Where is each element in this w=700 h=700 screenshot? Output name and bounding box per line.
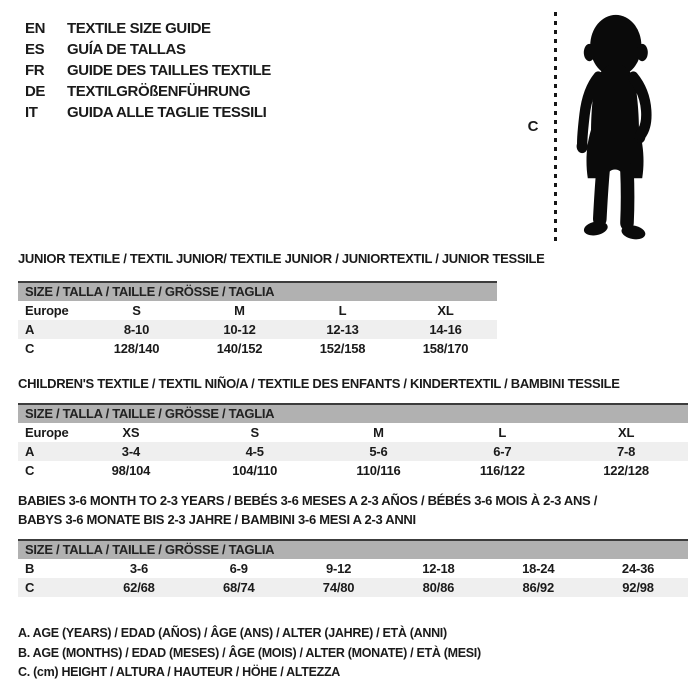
table-cell: 68/74	[222, 580, 255, 595]
language-title: GUIDE DES TAILLES TEXTILE	[67, 62, 271, 79]
note-age-years: A. AGE (YEARS) / EDAD (AÑOS) / ÂGE (ANS) / ALTER (JAHRE) / ETÀ (ANNI)	[18, 626, 447, 640]
table-cell: 104/110	[232, 463, 278, 478]
table-cell: XS	[122, 425, 140, 440]
table-cell: 140/152	[216, 341, 263, 356]
table-cell: 98/104	[111, 463, 151, 478]
table-cell: 6-7	[493, 444, 512, 459]
language-row	[25, 18, 271, 39]
row-label: C	[25, 580, 35, 595]
language-code: ES	[25, 41, 45, 58]
table-row	[18, 578, 688, 597]
table-cell: 92/98	[622, 580, 654, 595]
table-cell: 152/158	[319, 341, 366, 356]
note-age-months: B. AGE (MONTHS) / EDAD (MESES) / ÂGE (MOIS) / ALTER (MONATE) / ETÀ (MESI)	[18, 645, 481, 660]
table-cell: 7-8	[616, 444, 636, 459]
height-measure-dotted-line	[554, 12, 557, 246]
language-code: EN	[25, 20, 46, 37]
table-row	[18, 320, 497, 339]
table-cell: 24-36	[621, 561, 655, 576]
language-title-list	[25, 18, 271, 123]
size-table-header: SIZE / TALLA / TAILLE / GRÖSSE / TAGLIA	[18, 403, 688, 423]
table-cell: 18-24	[522, 561, 555, 576]
table-row	[18, 423, 688, 442]
table-cell: 80/86	[422, 580, 455, 595]
language-row	[25, 81, 271, 102]
table-cell: 116/122	[479, 463, 525, 478]
table-cell: L	[338, 303, 347, 318]
table-cell: 3-6	[129, 561, 149, 576]
babies-section-title-line1: BABIES 3-6 MONTH TO 2-3 YEARS / BEBÉS 3-6 MESES A 2-3 AÑOS / BÉBÉS 3-6 MOIS À 2-3 ANS /	[18, 493, 598, 508]
table-cell: 6-9	[229, 561, 248, 576]
table-cell: 14-16	[429, 322, 462, 337]
table-cell: XL	[437, 303, 454, 318]
height-measure-label: C	[527, 118, 539, 135]
table-row	[18, 559, 688, 578]
table-cell: S	[250, 425, 259, 440]
language-row	[25, 60, 271, 81]
table-cell: 74/80	[322, 580, 355, 595]
table-cell: 8-10	[123, 322, 150, 337]
table-cell: 12-13	[326, 322, 359, 337]
language-row	[25, 39, 271, 60]
table-row	[18, 442, 688, 461]
table-cell: S	[132, 303, 141, 318]
table-row	[18, 339, 497, 358]
table-cell: M	[373, 425, 384, 440]
legend-notes	[18, 624, 481, 683]
language-title: GUÍA DE TALLAS	[67, 41, 186, 58]
row-label: C	[25, 341, 35, 356]
row-label: A	[25, 322, 35, 337]
language-row	[25, 102, 271, 123]
size-table-header: SIZE / TALLA / TAILLE / GRÖSSE / TAGLIA	[18, 539, 688, 559]
table-cell: 86/92	[522, 580, 554, 595]
language-title: TEXTILE SIZE GUIDE	[67, 20, 211, 37]
row-label: A	[25, 444, 35, 459]
table-cell: 4-5	[245, 444, 264, 459]
language-title: TEXTILGRÖßENFÜHRUNG	[67, 83, 251, 100]
table-cell: 3-4	[121, 444, 140, 459]
child-figure	[510, 0, 700, 260]
table-cell: 110/116	[356, 463, 401, 478]
babies-section-title	[18, 491, 597, 529]
language-code: IT	[25, 104, 38, 121]
table-cell: 12-18	[422, 561, 455, 576]
table-cell: 122/128	[603, 463, 649, 478]
table-cell: 62/68	[123, 580, 155, 595]
table-cell: 158/170	[422, 341, 469, 356]
size-table-header: SIZE / TALLA / TAILLE / GRÖSSE / TAGLIA	[18, 281, 497, 301]
babies-section-title-line2: BABYS 3-6 MONATE BIS 2-3 JAHRE / BAMBINI 3-6 MESI A 2-3 ANNI	[18, 512, 416, 527]
children-section-title: CHILDREN'S TEXTILE / TEXTIL NIÑO/A / TEXTILE DES ENFANTS / KINDERTEXTIL / BAMBINI TESSILE	[18, 376, 620, 391]
table-cell: 10-12	[223, 322, 256, 337]
toddler-silhouette-icon	[563, 10, 667, 242]
babies-size-table	[18, 539, 688, 597]
table-cell: 5-6	[369, 444, 388, 459]
table-row	[18, 301, 497, 320]
table-cell: M	[234, 303, 245, 318]
row-label: Europe	[25, 425, 69, 440]
table-cell: 128/140	[113, 341, 160, 356]
table-cell: XL	[617, 425, 635, 440]
junior-section-title: JUNIOR TEXTILE / TEXTIL JUNIOR/ TEXTILE JUNIOR / JUNIORTEXTIL / JUNIOR TESSILE	[18, 251, 545, 266]
junior-size-table	[18, 281, 497, 358]
language-code: DE	[25, 83, 46, 100]
table-row	[18, 461, 688, 480]
language-code: FR	[25, 62, 45, 79]
row-label: Europe	[25, 303, 69, 318]
table-cell: 9-12	[325, 561, 352, 576]
row-label: B	[25, 561, 35, 576]
children-size-table	[18, 403, 688, 480]
note-height-cm: C. (cm) HEIGHT / ALTURA / HAUTEUR / HÖHE / ALTEZZA	[18, 665, 341, 679]
language-title: GUIDA ALLE TAGLIE TESSILI	[67, 104, 267, 121]
row-label: C	[25, 463, 35, 478]
table-cell: L	[498, 425, 507, 440]
